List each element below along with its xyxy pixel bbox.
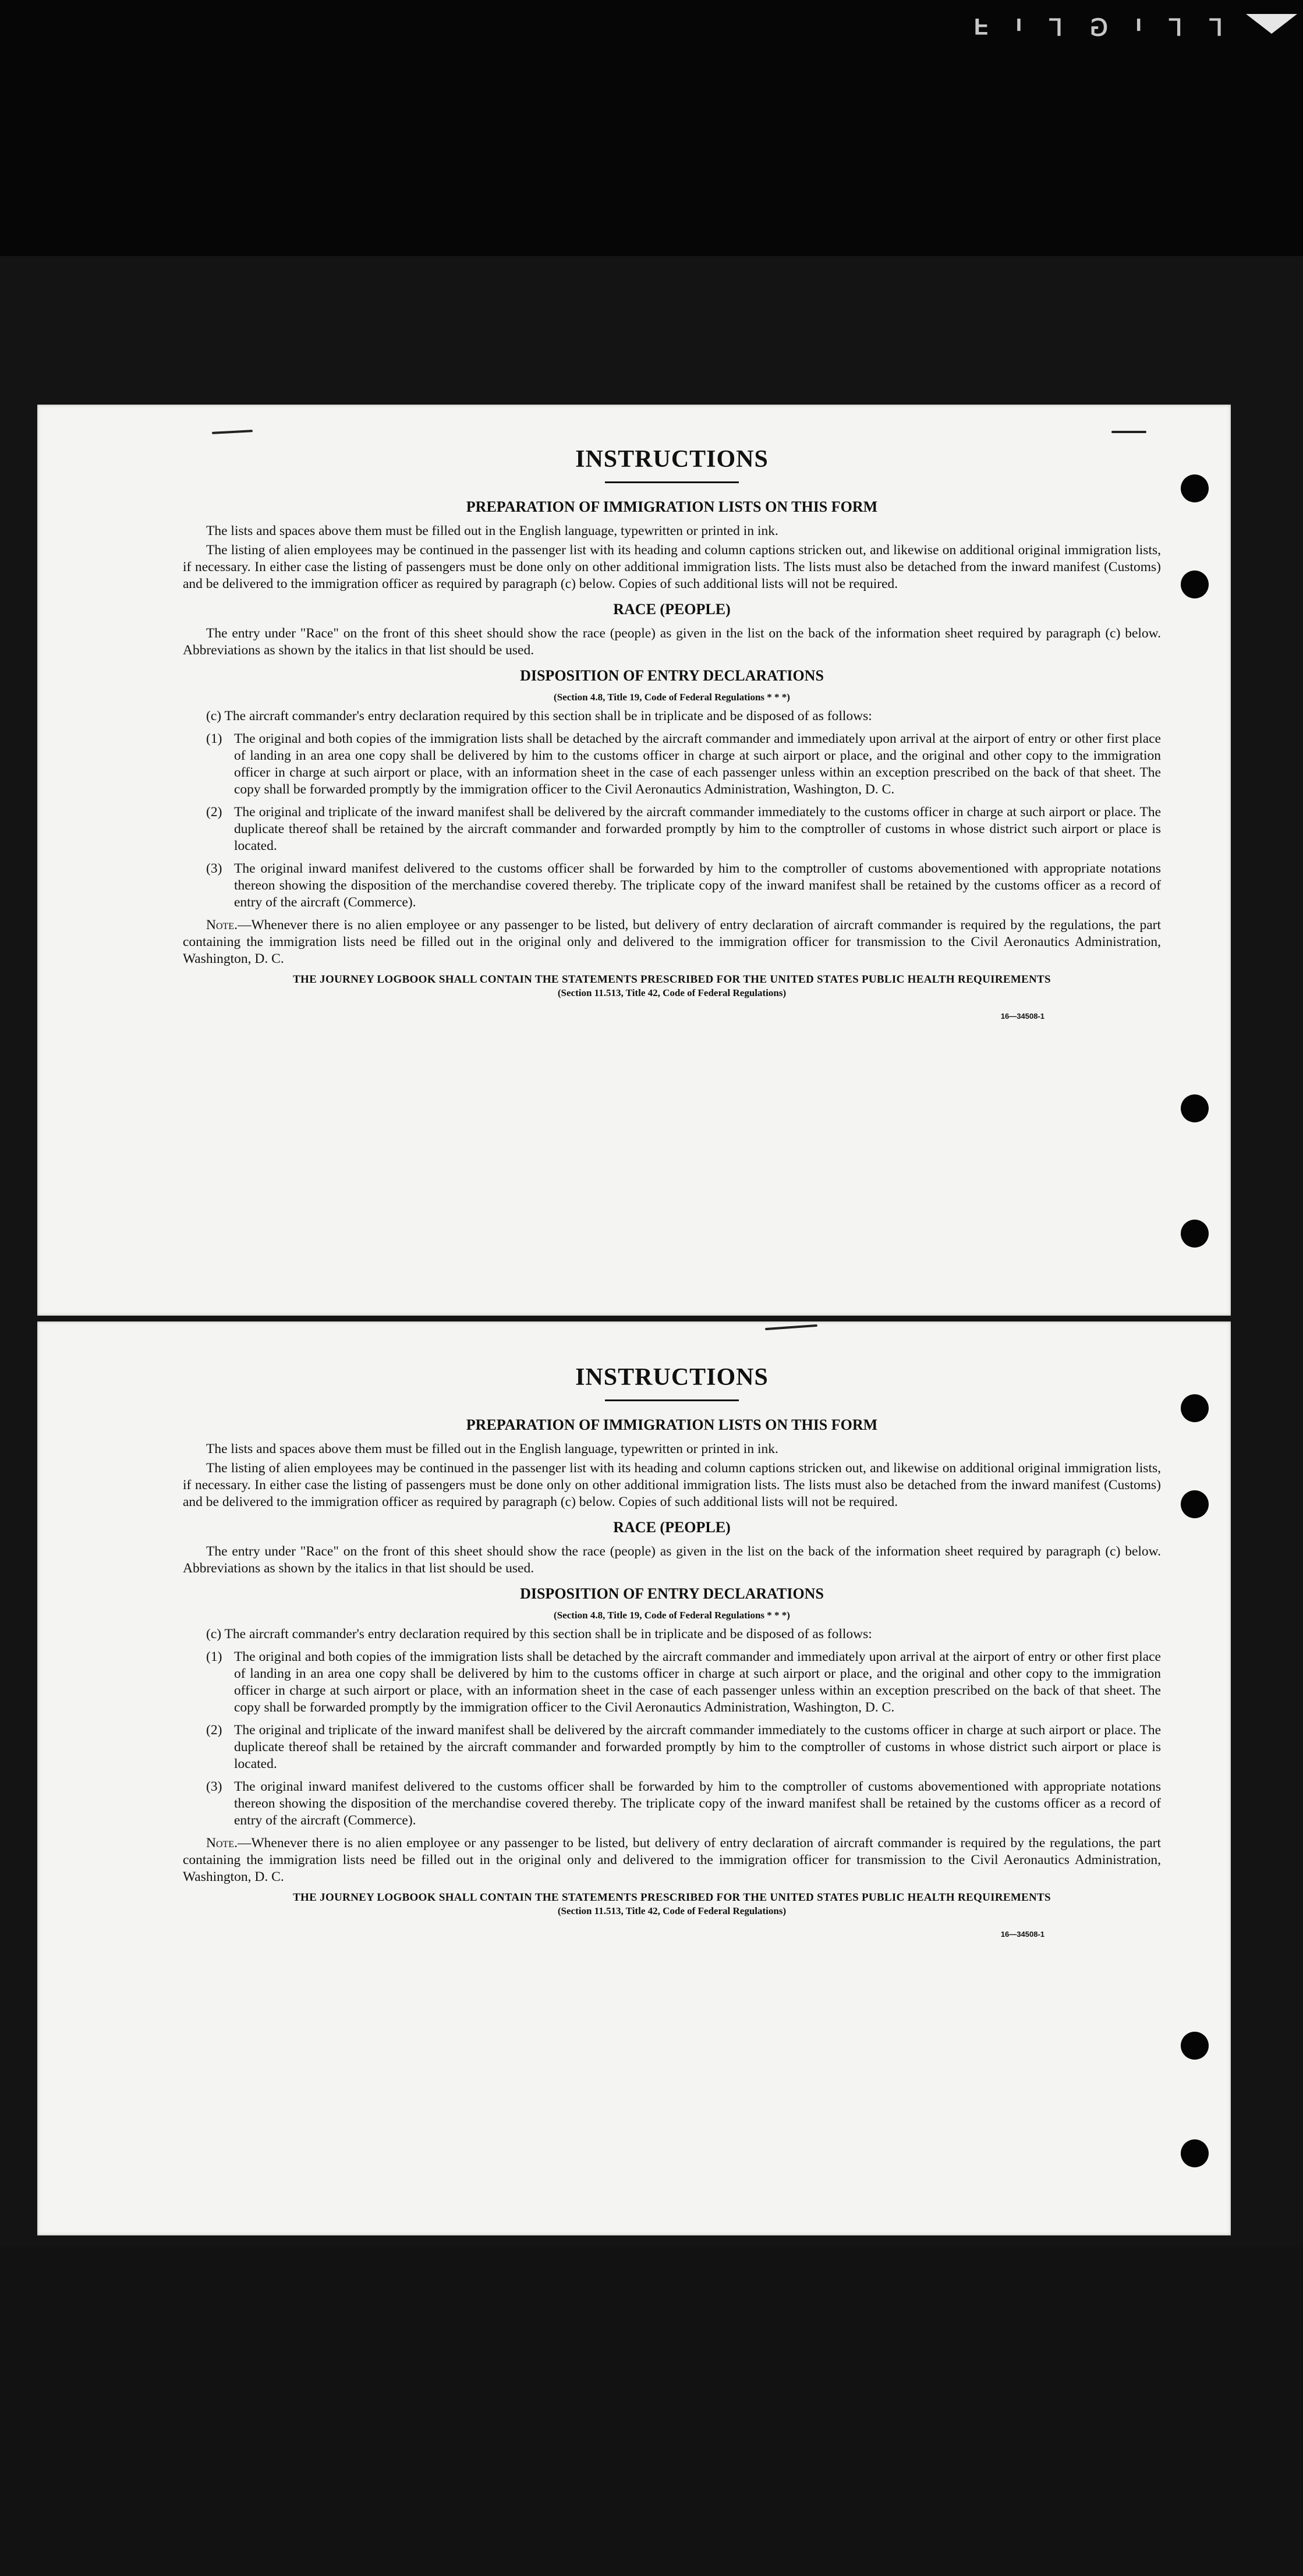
health-notice-citation: (Section 11.513, Title 42, Code of Federal Regulations) xyxy=(557,987,787,998)
list-item xyxy=(206,1722,1161,1773)
item-number: (1) xyxy=(206,1649,222,1664)
paragraph-alien-employees: The listing of alien employees may be continued in the passenger list with its heading and column captions stricken out, and likewise on additional original immigration lists, if necessary. In either case the listing of passengers must be done only on other additional immigration lists. The lists must also be detached from the inward manifest (Customs) and be delivered to the immigration officer as required by paragraph (c) below. Copies of such additional lists will not be required. xyxy=(183,1461,1161,1510)
item-text: The original and triplicate of the inward manifest shall be delivered by the aircraft commander immediately to the customs officer in charge at such airport or place. The duplicate thereof shall be retained by the aircraft commander and forwarded promptly by him to the comptroller of customs in whose district such airport or place is located. xyxy=(234,1723,1161,1771)
film-bottom-band xyxy=(0,2247,1303,2576)
regulation-citation: (Section 4.8, Title 19, Code of Federal Regulations * * *) xyxy=(554,1610,790,1621)
item-number: (1) xyxy=(206,731,222,746)
note-text: —Whenever there is no alien employee or any passenger to be listed, but delivery of entry declaration of aircraft commander is required by the regulations, the part containing the immigration lists need be filled out in the original only and delivered to the immigration officer for transmission to the Civil Aeronautics Administration, Washington, D. C. xyxy=(183,917,1161,966)
health-notice: THE JOURNEY LOGBOOK SHALL CONTAIN THE STATEMENTS PRESCRIBED FOR THE UNITED STATES PUBLIC HEALTH REQUIREMENTS xyxy=(293,1891,1051,1904)
title-rule xyxy=(605,481,739,483)
paragraph-language: The lists and spaces above them must be filled out in the English language, typewritten or printed in ink. xyxy=(206,1441,778,1457)
punch-hole xyxy=(1181,1394,1209,1422)
note-label: Note. xyxy=(206,917,238,933)
punch-hole xyxy=(1181,2032,1209,2060)
punch-hole xyxy=(1181,1094,1209,1122)
list-item xyxy=(206,731,1161,798)
paragraph-race: The entry under "Race" on the front of this sheet should show the race (people) as given in the list on the back of the information sheet required by paragraph (c) below. Abbreviations as shown by the italics in that list should be used. xyxy=(183,1544,1161,1576)
regulation-citation: (Section 4.8, Title 19, Code of Federal Regulations * * *) xyxy=(554,692,790,703)
title-rule xyxy=(605,1399,739,1401)
item-text: The original and both copies of the immigration lists shall be detached by the aircraft commander and immediately upon arrival at the airport of entry or other first place of landing in an area one copy shall be delivered by him to the customs officer in charge at such airport or place, and the original and other copy to the immigration officer in charge at such airport or place, with an information sheet in the case of each passenger unless within an exception prescribed on the back of that sheet. The copy shall be forwarded promptly by the immigration officer to the Civil Aeronautics Administration, Washington, D. C. xyxy=(234,731,1161,797)
item-text: The original inward manifest delivered to the customs officer shall be forwarded by him to the comptroller of customs abovementioned with appropriate notations thereon showing the disposition of the merchandise covered thereby. The triplicate copy of the inward manifest shall be retained by the customs officer as a record of entry of the aircraft (Commerce). xyxy=(234,861,1161,910)
note-text: —Whenever there is no alien employee or any passenger to be listed, but delivery of entry declaration of aircraft commander is required by the regulations, the part containing the immigration lists need be filled out in the original only and delivered to the immigration officer for transmission to the Civil Aeronautics Administration, Washington, D. C. xyxy=(183,1836,1161,1884)
punch-hole xyxy=(1181,571,1209,598)
sheet-content xyxy=(183,1363,1161,1939)
punch-hole xyxy=(1181,1220,1209,1248)
section-heading-preparation: PREPARATION OF IMMIGRATION LISTS ON THIS FORM xyxy=(466,1416,878,1433)
pencil-mark xyxy=(1111,431,1146,433)
item-number: (3) xyxy=(206,1779,222,1794)
form-number: 16—34508-1 xyxy=(1000,1930,1044,1939)
paragraph-race: The entry under "Race" on the front of this sheet should show the race (people) as given in the list on the back of the information sheet required by paragraph (c) below. Abbreviations as shown by the italics in that list should be used. xyxy=(183,626,1161,658)
paragraph-disposition-intro: (c) The aircraft commander's entry declaration required by this section shall be in triplicate and be disposed of as follows: xyxy=(206,1627,872,1642)
section-heading-race: RACE (PEOPLE) xyxy=(613,601,731,618)
pencil-mark xyxy=(765,1324,817,1330)
section-heading-race: RACE (PEOPLE) xyxy=(613,1519,731,1536)
paragraph-disposition-intro: (c) The aircraft commander's entry declaration required by this section shall be in triplicate and be disposed of as follows: xyxy=(206,708,872,724)
item-text: The original inward manifest delivered to the customs officer shall be forwarded by him to the comptroller of customs abovementioned with appropriate notations thereon showing the disposition of the merchandise covered thereby. The triplicate copy of the inward manifest shall be retained by the customs officer as a record of entry of the aircraft (Commerce). xyxy=(234,1779,1161,1828)
section-heading-disposition: DISPOSITION OF ENTRY DECLARATIONS xyxy=(520,1585,824,1602)
paragraph-language: The lists and spaces above them must be filled out in the English language, typewritten or printed in ink. xyxy=(206,523,778,538)
sheet-content xyxy=(183,445,1161,1021)
list-item xyxy=(206,1649,1161,1716)
list-item xyxy=(206,804,1161,855)
item-text: The original and triplicate of the inward manifest shall be delivered by the aircraft commander immediately to the customs officer in charge at such airport or place. The duplicate thereof shall be retained by the aircraft commander and forwarded promptly by him to the comptroller of customs in whose district such airport or place is located. xyxy=(234,805,1161,853)
form-number: 16—34508-1 xyxy=(1000,1012,1044,1021)
page-title: INSTRUCTIONS xyxy=(575,446,769,473)
film-edge-strip xyxy=(524,9,1303,39)
paragraph-note xyxy=(183,917,1161,968)
note-label: Note. xyxy=(206,1836,238,1851)
film-arrow-icon xyxy=(1246,14,1297,34)
item-number: (2) xyxy=(206,1723,222,1738)
item-number: (2) xyxy=(206,805,222,820)
paragraph-note xyxy=(183,1835,1161,1886)
section-heading-preparation: PREPARATION OF IMMIGRATION LISTS ON THIS FORM xyxy=(466,498,878,515)
punch-hole xyxy=(1181,1490,1209,1518)
item-number: (3) xyxy=(206,861,222,876)
health-notice: THE JOURNEY LOGBOOK SHALL CONTAIN THE STATEMENTS PRESCRIBED FOR THE UNITED STATES PUBLIC HEALTH REQUIREMENTS xyxy=(293,973,1051,986)
pencil-mark xyxy=(212,430,253,434)
punch-hole xyxy=(1181,2139,1209,2167)
section-heading-disposition: DISPOSITION OF ENTRY DECLARATIONS xyxy=(520,667,824,684)
paragraph-alien-employees: The listing of alien employees may be continued in the passenger list with its heading and column captions stricken out, and likewise on additional original immigration lists, if necessary. In either case the listing of passengers must be done only on other additional immigration lists. The lists must also be detached from the inward manifest (Customs) and be delivered to the immigration officer as required by paragraph (c) below. Copies of such additional lists will not be required. xyxy=(183,543,1161,591)
punch-hole xyxy=(1181,474,1209,502)
instruction-sheet-2 xyxy=(37,1321,1231,2235)
film-edge-marks: F ı ⅃ ⅁ ı ⅃ ⅃ xyxy=(973,13,1233,39)
film-top-band xyxy=(0,0,1303,256)
health-notice-citation: (Section 11.513, Title 42, Code of Federal Regulations) xyxy=(557,1905,787,1916)
list-item xyxy=(206,860,1161,911)
page-title: INSTRUCTIONS xyxy=(575,1364,769,1391)
list-item xyxy=(206,1778,1161,1829)
instruction-sheet-1 xyxy=(37,405,1231,1316)
item-text: The original and both copies of the immigration lists shall be detached by the aircraft commander and immediately upon arrival at the airport of entry or other first place of landing in an area one copy shall be delivered by him to the customs officer in charge at such airport or place, and the original and other copy to the immigration officer in charge at such airport or place, with an information sheet in the case of each passenger unless within an exception prescribed on the back of that sheet. The copy shall be forwarded promptly by the immigration officer to the Civil Aeronautics Administration, Washington, D. C. xyxy=(234,1649,1161,1715)
